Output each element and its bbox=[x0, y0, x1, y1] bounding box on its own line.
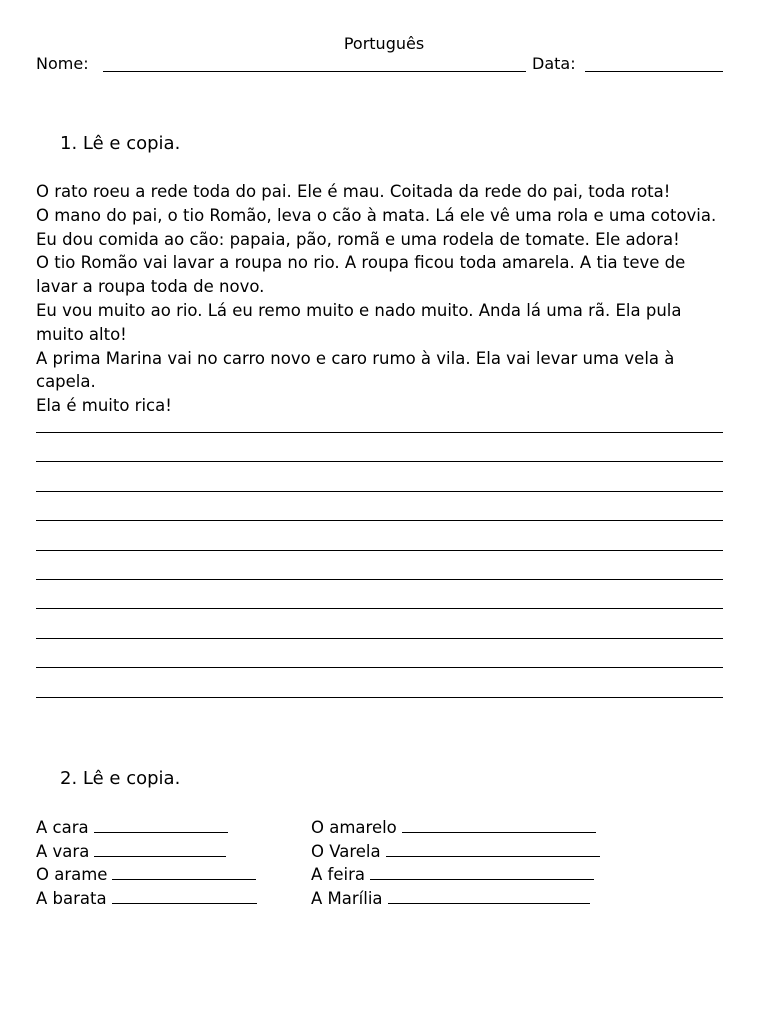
answer-blank[interactable] bbox=[388, 887, 590, 904]
copy-line[interactable] bbox=[36, 432, 723, 433]
reading-line: muito alto! bbox=[36, 324, 127, 344]
copy-line[interactable] bbox=[36, 491, 723, 492]
reading-line: Eu dou comida ao cão: papaia, pão, romã e uma rodela de tomate. Ele adora! bbox=[36, 229, 680, 249]
word-item bbox=[36, 816, 257, 840]
word-label: A cara bbox=[36, 818, 89, 837]
answer-blank[interactable] bbox=[402, 816, 596, 833]
answer-blank[interactable] bbox=[370, 863, 594, 880]
word-list-right bbox=[311, 816, 600, 910]
word-label: A barata bbox=[36, 888, 107, 908]
word-list-left bbox=[36, 816, 257, 910]
copy-line[interactable] bbox=[36, 638, 723, 639]
word-item bbox=[36, 863, 257, 887]
word-label: A Marília bbox=[311, 888, 383, 908]
reading-line: Eu vou muito ao rio. Lá eu remo muito e nado muito. Anda lá uma rã. Ela pula bbox=[36, 300, 682, 320]
date-label: Data: bbox=[532, 54, 576, 73]
date-field-line[interactable] bbox=[585, 71, 723, 72]
exercise-2-heading: 2. Lê e copia. bbox=[60, 768, 181, 789]
word-label: O arame bbox=[36, 865, 108, 885]
reading-line: O mano do pai, o tio Romão, leva o cão à mata. Lá ele vê uma rola e uma cotovia. bbox=[36, 205, 717, 225]
copy-line[interactable] bbox=[36, 667, 723, 668]
word-item bbox=[36, 840, 257, 864]
page-title: Português bbox=[343, 34, 425, 53]
header-fields bbox=[36, 54, 723, 76]
reading-text bbox=[36, 180, 726, 418]
name-field-line[interactable] bbox=[103, 71, 526, 72]
name-label: Nome: bbox=[36, 54, 89, 73]
word-item bbox=[311, 863, 600, 887]
reading-line: O rato roeu a rede toda do pai. Ele é mau. Coitada da rede do pai, toda rota! bbox=[36, 182, 671, 201]
reading-line: capela. bbox=[36, 372, 96, 392]
word-item bbox=[311, 840, 600, 864]
answer-blank[interactable] bbox=[94, 816, 228, 833]
exercise-1-heading: 1. Lê e copia. bbox=[60, 133, 181, 154]
reading-line: A prima Marina vai no carro novo e caro rumo à vila. Ela vai levar uma vela à bbox=[36, 348, 675, 368]
word-label: O Varela bbox=[311, 841, 381, 861]
word-label: A vara bbox=[36, 841, 90, 861]
answer-blank[interactable] bbox=[112, 887, 257, 904]
copy-line[interactable] bbox=[36, 461, 723, 462]
answer-blank[interactable] bbox=[112, 863, 256, 880]
reading-line: O tio Romão vai lavar a roupa no rio. A roupa ficou toda amarela. A tia teve de bbox=[36, 253, 686, 273]
reading-line: lavar a roupa toda de novo. bbox=[36, 277, 265, 297]
word-item bbox=[311, 887, 600, 911]
word-label: O amarelo bbox=[311, 818, 397, 837]
answer-blank[interactable] bbox=[94, 840, 226, 857]
word-item bbox=[36, 887, 257, 911]
copy-line[interactable] bbox=[36, 697, 723, 698]
copy-line[interactable] bbox=[36, 608, 723, 609]
reading-line: Ela é muito rica! bbox=[36, 396, 172, 416]
word-item bbox=[311, 816, 600, 840]
answer-blank[interactable] bbox=[386, 840, 600, 857]
word-label: A feira bbox=[311, 865, 365, 885]
copy-line[interactable] bbox=[36, 520, 723, 521]
copy-line[interactable] bbox=[36, 579, 723, 580]
copy-line[interactable] bbox=[36, 550, 723, 551]
